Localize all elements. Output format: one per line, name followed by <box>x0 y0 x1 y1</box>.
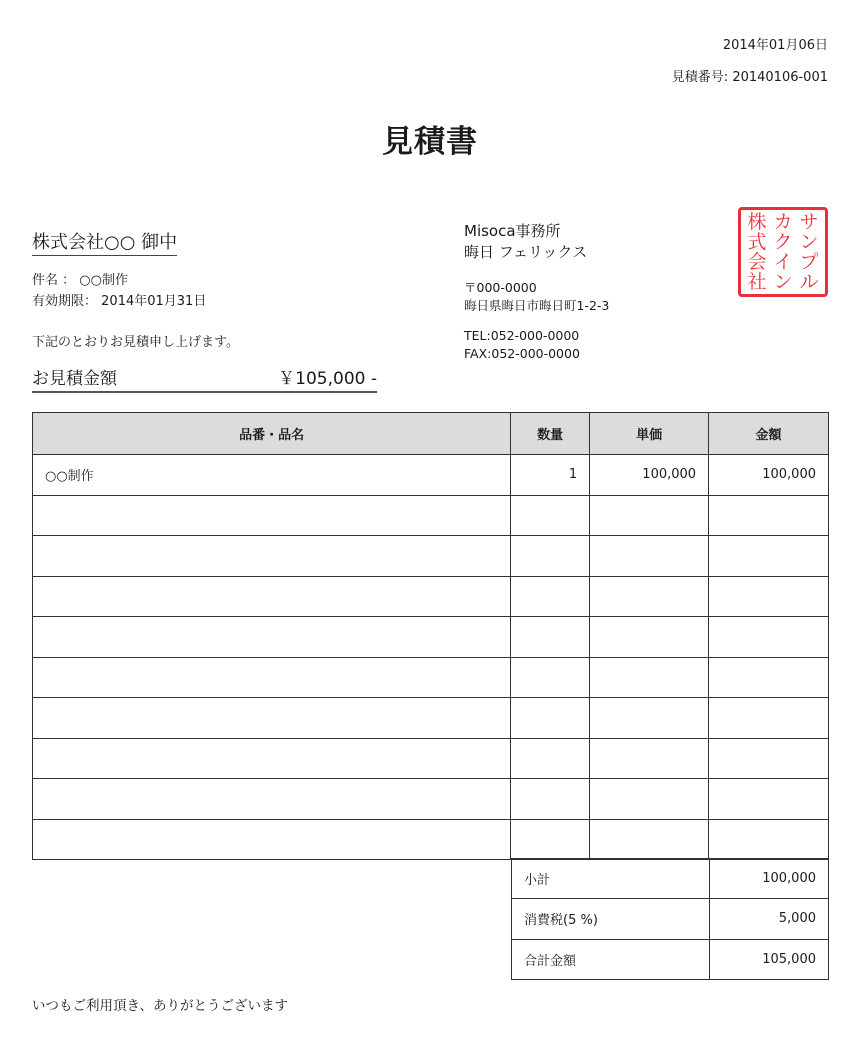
qty-cell <box>511 536 590 577</box>
unit-price-cell <box>590 576 709 617</box>
issue-date: 2014年01月06日 <box>722 38 828 53</box>
quote-number <box>672 66 828 85</box>
item-name-cell <box>33 738 511 779</box>
stamp-char: プ <box>799 251 819 273</box>
stamp-char: ン <box>773 271 793 293</box>
qty-cell <box>511 738 590 779</box>
subject-label: 件名 ： <box>32 273 76 288</box>
unit-price-cell <box>590 617 709 658</box>
column-header-amount: 金額 <box>709 413 829 455</box>
subject-value: ○○制作 <box>79 273 128 288</box>
qty-cell <box>511 819 590 860</box>
company-seal-stamp-icon <box>738 207 828 297</box>
item-name-cell <box>33 617 511 658</box>
document-title: 見積書 <box>382 124 478 160</box>
table-row <box>33 455 829 496</box>
subject-line <box>32 270 206 291</box>
amount-cell <box>709 617 829 658</box>
quote-number-label: 見積番号: <box>671 70 729 85</box>
stamp-char: ン <box>799 231 819 253</box>
stamp-column <box>747 212 766 292</box>
issuer-name-block <box>464 221 587 263</box>
issuer-address: 晦日県晦日市晦日町1-2-3 <box>464 298 610 313</box>
stamp-char: 会 <box>747 251 767 273</box>
amount-cell <box>709 738 829 779</box>
stamp-char: イ <box>773 251 793 273</box>
table-row <box>33 657 829 698</box>
totals-row <box>512 859 829 899</box>
table-row <box>33 779 829 820</box>
stamp-char: 株 <box>747 211 767 233</box>
totals-value: 100,000 <box>710 859 829 899</box>
table-row <box>33 738 829 779</box>
intro-text: 下記のとおりお見積申し上げます。 <box>32 335 239 350</box>
unit-price-cell <box>590 779 709 820</box>
stamp-char: 式 <box>747 231 767 253</box>
totals-label: 小計 <box>512 859 710 899</box>
qty-cell <box>511 657 590 698</box>
amount-cell <box>709 576 829 617</box>
item-name-cell <box>33 576 511 617</box>
issuer-company: Misoca事務所 <box>464 222 561 240</box>
column-header-unit-price: 単価 <box>590 413 709 455</box>
quote-amount-value: ￥105,000 - <box>278 369 377 389</box>
totals-label: 消費税(5 %) <box>512 899 710 939</box>
unit-price-cell <box>590 738 709 779</box>
totals-table <box>511 858 829 980</box>
item-name-cell: ○○制作 <box>33 455 511 496</box>
amount-cell: 100,000 <box>709 455 829 496</box>
issuer-person: 晦日 フェリックス <box>464 243 588 261</box>
qty-cell <box>511 617 590 658</box>
issuer-contact-block <box>464 327 580 363</box>
table-header-row <box>33 413 829 455</box>
column-header-qty: 数量 <box>511 413 590 455</box>
column-header-item: 品番・品名 <box>33 413 511 455</box>
item-name-cell <box>33 819 511 860</box>
table-row <box>33 536 829 577</box>
issuer-postal: 〒000-0000 <box>464 280 537 295</box>
unit-price-cell <box>590 819 709 860</box>
client-name: 株式会社○○ 御中 <box>32 228 177 256</box>
qty-cell <box>511 779 590 820</box>
issuer-address-block <box>464 279 609 315</box>
table-row <box>33 698 829 739</box>
quote-amount <box>32 369 377 393</box>
qty-cell: 1 <box>511 455 590 496</box>
item-name-cell <box>33 657 511 698</box>
qty-cell <box>511 495 590 536</box>
item-name-cell <box>33 495 511 536</box>
table-row <box>33 617 829 658</box>
totals-row <box>512 939 829 979</box>
stamp-char: カ <box>773 211 793 233</box>
stamp-char: ク <box>773 231 793 253</box>
closing-message: いつもご利用頂き、ありがとうございます <box>32 998 288 1014</box>
quote-meta <box>32 270 206 312</box>
amount-cell <box>709 495 829 536</box>
unit-price-cell <box>590 536 709 577</box>
unit-price-cell <box>590 495 709 536</box>
qty-cell <box>511 698 590 739</box>
totals-row <box>512 899 829 939</box>
expiry-line <box>32 291 206 312</box>
expiry-label: 有効期限： <box>32 294 98 309</box>
table-row <box>33 576 829 617</box>
item-name-cell <box>33 779 511 820</box>
unit-price-cell: 100,000 <box>590 455 709 496</box>
quote-number-value: 20140106-001 <box>732 70 828 85</box>
item-name-cell <box>33 536 511 577</box>
unit-price-cell <box>590 698 709 739</box>
totals-label: 合計金額 <box>512 939 710 979</box>
issuer-fax: FAX:052-000-0000 <box>464 346 580 361</box>
qty-cell <box>511 576 590 617</box>
unit-price-cell <box>590 657 709 698</box>
totals-value: 5,000 <box>710 899 829 939</box>
item-name-cell <box>33 698 511 739</box>
amount-cell <box>709 698 829 739</box>
amount-cell <box>709 779 829 820</box>
totals-value: 105,000 <box>710 939 829 979</box>
amount-cell <box>709 536 829 577</box>
stamp-char: ル <box>799 271 819 293</box>
line-items-table <box>32 412 829 860</box>
issuer-tel: TEL:052-000-0000 <box>464 328 580 343</box>
stamp-char: サ <box>799 211 819 233</box>
table-row <box>33 495 829 536</box>
table-row <box>33 819 829 860</box>
amount-cell <box>709 819 829 860</box>
quote-amount-label: お見積金額 <box>32 369 117 389</box>
stamp-column <box>773 212 792 292</box>
amount-cell <box>709 657 829 698</box>
expiry-value: 2014年01月31日 <box>101 294 207 309</box>
stamp-column <box>799 212 818 292</box>
stamp-char: 社 <box>747 271 767 293</box>
